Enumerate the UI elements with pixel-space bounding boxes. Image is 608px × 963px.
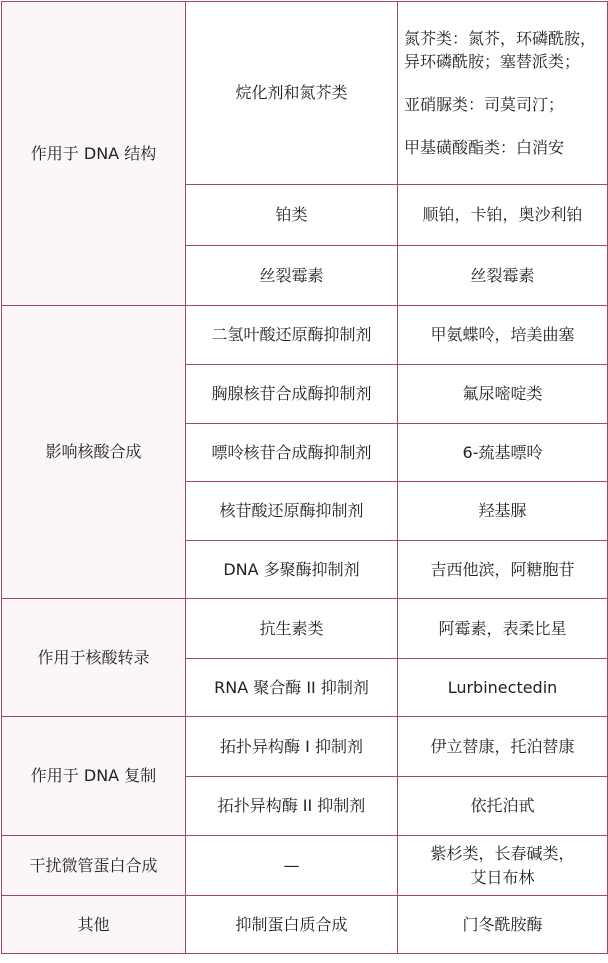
drug-cell: 伊立替康，托泊替康 — [398, 717, 608, 777]
category-cell: 作用于核酸转录 — [2, 599, 186, 717]
subclass-cell: 抑制蛋白质合成 — [186, 896, 398, 954]
drug-cell: 吉西他滨，阿糖胞苷 — [398, 541, 608, 599]
drug-cell: 门冬酰胺酶 — [398, 896, 608, 954]
drug-paragraph: 氮芥类：氮芥，环磷酰胺，异环磷酰胺；塞替派类； — [404, 28, 597, 71]
subclass-cell: DNA 多聚酶抑制剂 — [186, 541, 398, 599]
subclass-cell: 胸腺核苷合成酶抑制剂 — [186, 365, 398, 424]
subclass-cell: 烷化剂和氮芥类 — [186, 2, 398, 185]
table-row — [2, 896, 608, 954]
table-row — [2, 2, 608, 185]
drug-cell: 阿霉素，表柔比星 — [398, 599, 608, 659]
drug-cell: 顺铂，卡铂，奥沙利铂 — [398, 185, 608, 246]
category-cell: 作用于 DNA 结构 — [2, 2, 186, 306]
subclass-cell: 抗生素类 — [186, 599, 398, 659]
table-row — [2, 717, 608, 777]
table-row — [2, 836, 608, 896]
category-cell: 影响核酸合成 — [2, 306, 186, 599]
drug-classification-table — [1, 1, 608, 954]
category-cell: 其他 — [2, 896, 186, 954]
subclass-cell: — — [186, 836, 398, 896]
drug-cell: 丝裂霉素 — [398, 246, 608, 306]
drug-cell — [398, 836, 608, 896]
subclass-cell: 拓扑异构酶 I 抑制剂 — [186, 717, 398, 777]
drug-cell: Lurbinectedin — [398, 659, 608, 717]
drug-line: 紫杉类，长春碱类， — [430, 844, 575, 864]
drug-line: 艾日布林 — [470, 867, 535, 887]
table-row — [2, 306, 608, 365]
drug-paragraph: 甲基磺酸酯类：白消安 — [404, 138, 565, 158]
drug-cell: 甲氨蝶呤，培美曲塞 — [398, 306, 608, 365]
category-cell: 作用于 DNA 复制 — [2, 717, 186, 836]
subclass-cell: 二氢叶酸还原酶抑制剂 — [186, 306, 398, 365]
drug-cell: 依托泊甙 — [398, 777, 608, 836]
subclass-cell: 铂类 — [186, 185, 398, 246]
drug-cell: 羟基脲 — [398, 482, 608, 541]
subclass-cell: 嘌呤核苷合成酶抑制剂 — [186, 424, 398, 482]
category-cell: 干扰微管蛋白合成 — [2, 836, 186, 896]
drug-paragraph: 亚硝脲类：司莫司汀； — [404, 95, 565, 114]
drug-cell: 6-巯基嘌呤 — [398, 424, 608, 482]
drug-cell: 氟尿嘧啶类 — [398, 365, 608, 424]
table-row — [2, 599, 608, 659]
subclass-cell: 拓扑异构酶 II 抑制剂 — [186, 777, 398, 836]
subclass-cell: 核苷酸还原酶抑制剂 — [186, 482, 398, 541]
subclass-cell: RNA 聚合酶 II 抑制剂 — [186, 659, 398, 717]
subclass-cell: 丝裂霉素 — [186, 246, 398, 306]
drug-cell — [398, 2, 608, 185]
